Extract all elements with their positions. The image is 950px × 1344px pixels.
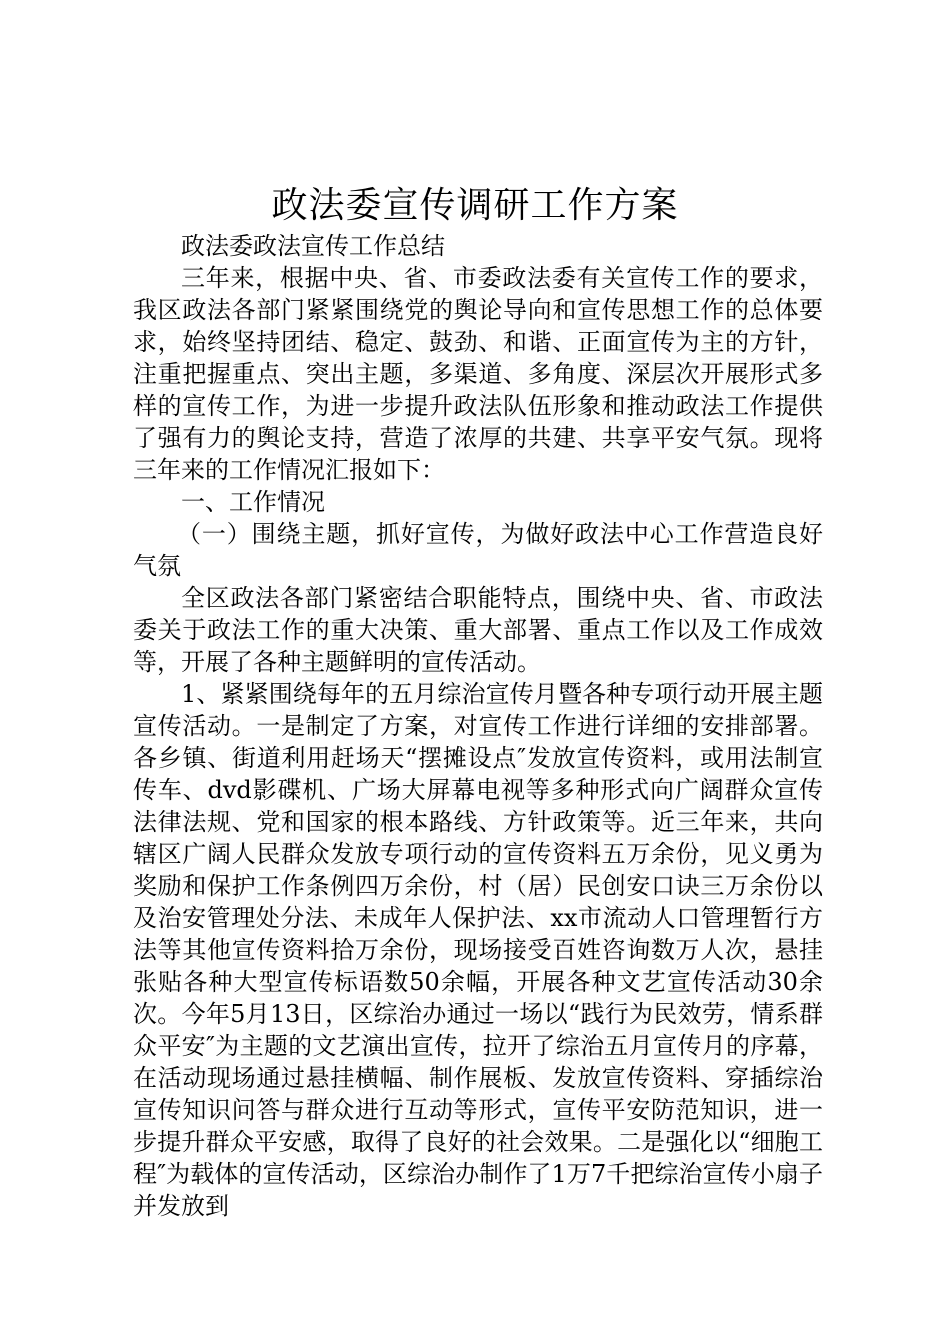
paragraph-item-1: 1、紧紧围绕每年的五月综治宣传月暨各种专项行动开展主题宣传活动。一是制定了方案，对宣传工作进行详细的安排部署。各乡镇、街道利用赶场天“摆摊设点″发放宣传资料，或用法制宣传车、dvd影碟机、广场大屏幕电视等多种形式向广阔群众宣传法律法规、党和国家的根本路线、方针政策等。近三年来，共向辖区广阔人民群众发放专项行动的宣传资料五万余份，见义勇为奖励和保护工作条例四万余份，村（居）民创安口诀三万余份以及治安管理处分法、未成年人保护法、xx市流动人口管理暂行方法等其他宣传资料拾万余份，现场接受百姓咨询数万人次，悬挂张贴各种大型宣传标语数50余幅，开展各种文艺宣传活动30余次。今年5月13日，区综治办通过一场以“践行为民效劳，情系群众平安″为主题的文艺演出宣传，拉开了综治五月宣传月的序幕，在活动现场通过悬挂横幅、制作展板、发放宣传资料、穿插综治宣传知识问答与群众进行互动等形式，宣传平安防范知识，进一步提升群众平安感，取得了良好的社会效果。二是强化以“细胞工程″为载体的宣传活动，区综治办制作了1万7千把综治宣传小扇子并发放到 (133, 680, 823, 1220)
paragraph-intro: 三年来，根据中央、省、市委政法委有关宣传工作的要求，我区政法各部门紧紧围绕党的舆论导向和宣传思想工作的总体要求，始终坚持团结、稳定、鼓劲、和谐、正面宣传为主的方针，注重把握重点、突出主题，多渠道、多角度、深层次开展形式多样的宣传工作，为进一步提升政法队伍形象和推动政法工作提供了强有力的舆论支持，营造了浓厚的共建、共享平安气氛。现将三年来的工作情况汇报如下： (133, 264, 823, 484)
subsection-heading: （一）围绕主题，抓好宣传，为做好政法中心工作营造良好气氛 (133, 520, 823, 580)
document-title: 政法委宣传调研工作方案 (271, 185, 679, 226)
paragraph-overview: 全区政法各部门紧密结合职能特点，围绕中央、省、市政法委关于政法工作的重大决策、重大部署、重点工作以及工作成效等，开展了各种主题鲜明的宣传活动。 (133, 584, 823, 676)
paragraph-subtitle: 政法委政法宣传工作总结 (181, 232, 445, 260)
section-heading: 一、工作情况 (181, 488, 325, 516)
document-body (133, 230, 823, 1222)
